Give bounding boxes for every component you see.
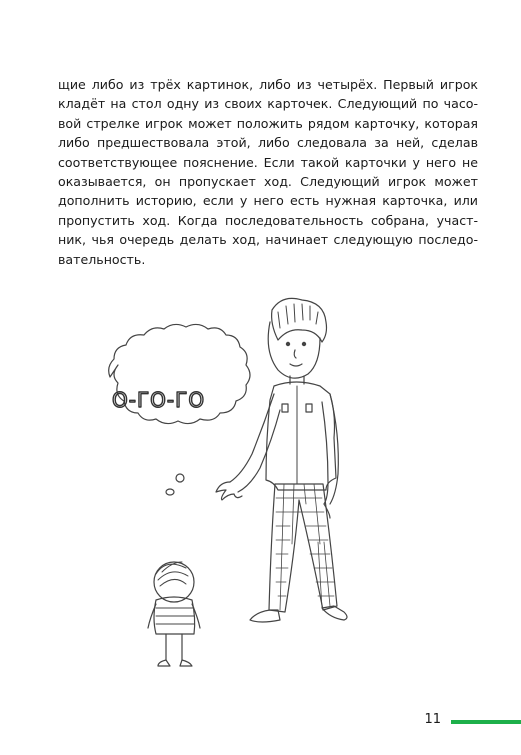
bubble-dot: [176, 474, 184, 482]
accent-bar: [451, 720, 521, 724]
page-number: 11: [424, 712, 441, 727]
text-line: ник, чья очередь делать ход, начинает следующую последо-: [58, 232, 478, 248]
text-line: кладёт на стол одну из своих карточек. Следующий по часо-: [58, 96, 478, 112]
text-line: щие либо из трёх картинок, либо из четырёх. Первый игрок: [58, 77, 478, 92]
text-line: оказывается, он пропускает ход. Следующий игрок может: [58, 174, 478, 190]
drawing: [90, 282, 420, 682]
body-paragraph: [58, 75, 478, 269]
text-line: вой стрелке игрок может положить рядом карточку, которая: [58, 115, 478, 131]
text-line: дополнить историю, если у него есть нужная карточка, или: [58, 193, 478, 209]
illustration-man-and-child: [90, 282, 420, 682]
text-line: вательность.: [58, 251, 146, 267]
text-line: соответствующее пояснение. Если такой карточки у него не: [58, 154, 478, 170]
child: [148, 562, 200, 666]
thought-bubble: [109, 324, 250, 495]
text-line: пропустить ход. Когда последовательность собрана, участ-: [58, 212, 478, 228]
bubble-dot: [166, 489, 174, 495]
adult-man: [216, 298, 347, 622]
page-footer: [0, 712, 521, 732]
bubble-text: О-ГО-ГО: [112, 388, 206, 412]
text-line: либо предшествовала этой, либо следовала за ней, сделав: [58, 135, 478, 151]
